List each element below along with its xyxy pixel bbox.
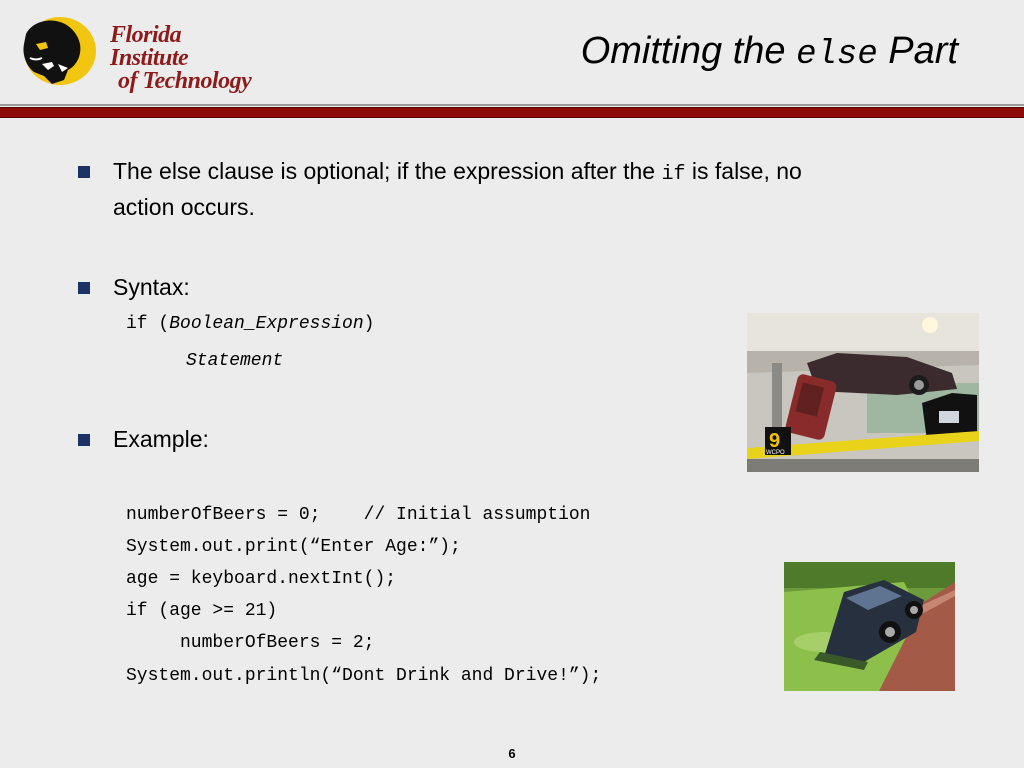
- syntax-line-1: [126, 314, 374, 334]
- bullet-1-text-a: The else clause is optional; if the expression after the: [113, 158, 662, 184]
- slide-title: [581, 30, 958, 74]
- header-divider-thin: [0, 104, 1024, 106]
- bullet-marker-1: [78, 166, 90, 178]
- logo-line-2: of Technology: [118, 68, 252, 94]
- bullet-marker-2: [78, 282, 90, 294]
- logo-text: [110, 24, 258, 93]
- syntax-line-2: [186, 351, 283, 371]
- fit-logo: [18, 14, 258, 94]
- code-line: System.out.println(“Dont Drink and Drive!”);: [126, 666, 602, 686]
- bullet-3-text: Example:: [113, 426, 209, 452]
- bullet-1-text: [113, 155, 802, 224]
- page-number: 6: [508, 746, 516, 761]
- title-code: else: [796, 36, 878, 74]
- code-line: System.out.print(“Enter Age:”);: [126, 537, 461, 557]
- bullet-2-text: Syntax:: [113, 274, 190, 300]
- bullet-1-text-c: action occurs.: [113, 194, 255, 220]
- bullet-1-text-b: is false, no: [685, 158, 802, 184]
- bullet-marker-3: [78, 434, 90, 446]
- syntax-boolean-expression: Boolean_Expression: [169, 314, 364, 334]
- car-crash-garage-photo: [747, 313, 979, 472]
- title-text-pre: Omitting the: [580, 30, 797, 72]
- code-line: age = keyboard.nextInt();: [126, 569, 397, 589]
- bullet-1-code: if: [661, 163, 686, 186]
- code-line: numberOfBeers = 2;: [126, 633, 375, 653]
- logo-line-1: Florida Institute: [110, 22, 189, 71]
- panther-logo-icon: [18, 14, 98, 88]
- syntax-statement: Statement: [186, 351, 284, 371]
- channel-9-badge: 9: [769, 430, 781, 452]
- syntax-close-paren: ): [363, 314, 375, 334]
- wcpo-badge-text: WCPO: [766, 450, 785, 456]
- car-in-pond-photo: [784, 562, 955, 691]
- code-line: if (age >= 21): [126, 601, 278, 621]
- code-line: numberOfBeers = 0; // Initial assumption: [126, 505, 591, 525]
- syntax-if: if (: [126, 314, 170, 334]
- title-text-post: Part: [877, 30, 958, 72]
- header-divider-red-bar: [0, 107, 1024, 118]
